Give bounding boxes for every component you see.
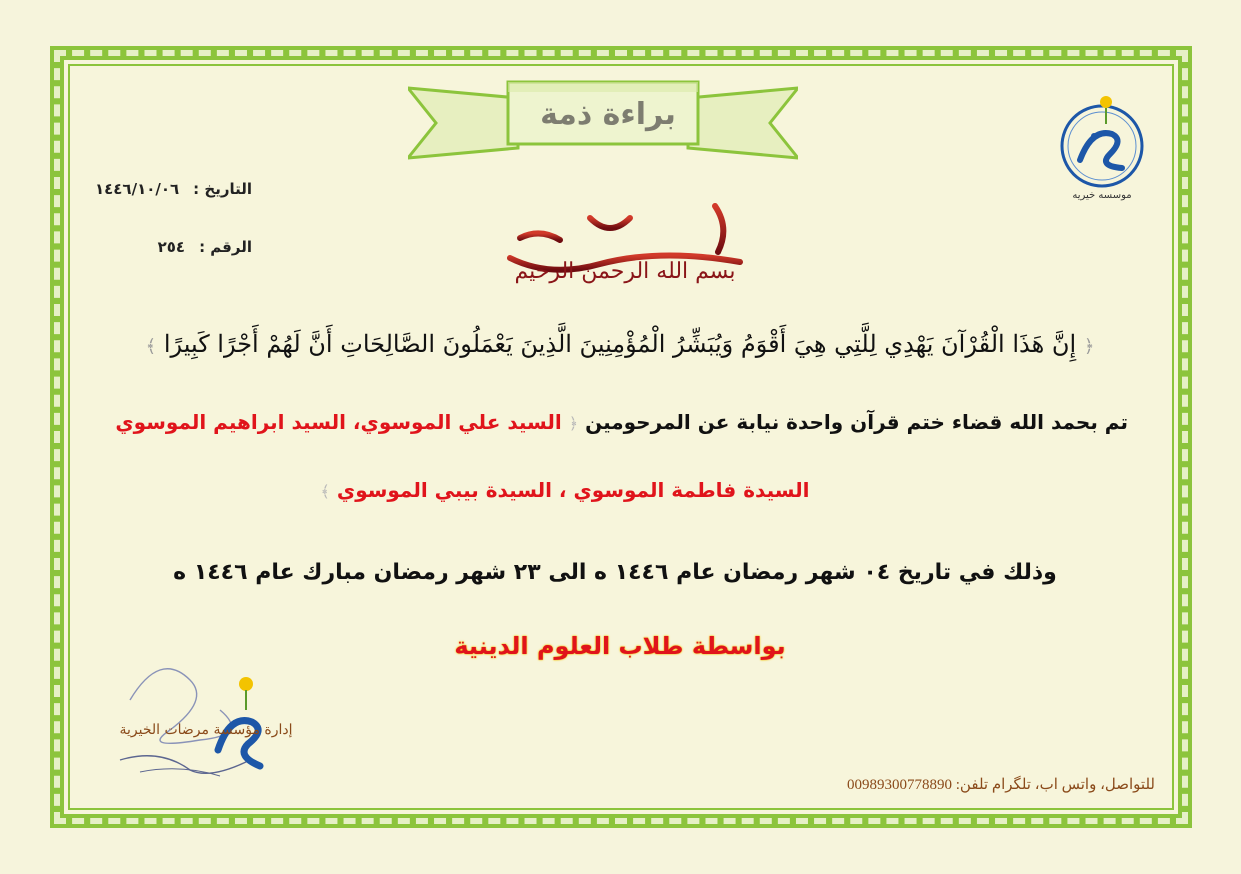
number-label: الرقم : [199, 238, 252, 256]
contact-line [740, 775, 1155, 794]
number-row [140, 238, 252, 256]
date-row [80, 180, 252, 198]
verse-text: إِنَّ هَذَا الْقُرْآنَ يَهْدِي لِلَّتِي هِيَ أَقْوَمُ وَيُبَشِّرُ الْمُؤْمِنِينَ الَّذِينَ يَعْمَلُونَ الصَّالِحَاتِ أَنَّ لَهُمْ أَجْرًا كَبِيرًا [163, 330, 1077, 358]
certificate-title: براءة ذمة [540, 96, 676, 132]
deceased-names-line1: السيد علي الموسوي، السيد ابراهيم الموسوي [115, 410, 562, 434]
number-value: ٢٥٤ [157, 238, 186, 256]
quran-verse [90, 330, 1150, 358]
administration-caption: إدارة مؤسسة مرضات الخيرية [119, 722, 293, 738]
svg-text:بسم الله الرحمن الرحيم: بسم الله الرحمن الرحيم [514, 259, 736, 284]
statement-prefix: تم بحمد الله قضاء ختم قرآن واحدة نيابة عن المرحومين [585, 410, 1128, 434]
performed-by: بواسطة طلاب العلوم الدينية [454, 632, 786, 660]
deceased-names-line2: السيدة فاطمة الموسوي ، السيدة بيبي الموسوي [336, 478, 810, 502]
verse-open-ornament: ﴿ [1083, 336, 1095, 357]
title-ribbon [408, 76, 798, 166]
contact-label: للتواصل، واتس اب، تلگرام تلفن: [955, 777, 1155, 793]
date-value: ١٤٤٦/١٠/٠٦ [94, 180, 180, 198]
statement-line [100, 410, 1128, 434]
verse-close-ornament: ﴾ [145, 336, 157, 357]
recitation-period: وذلك في تاريخ ٠٤ شهر رمضان عام ١٤٤٦ ه الى ٢٣ شهر رمضان مبارك عام ١٤٤٦ ه [173, 560, 1057, 585]
logo-caption: موسسه خیریه [1072, 190, 1132, 201]
contact-phone: 00989300778890 [847, 777, 953, 793]
names-close-ornament: ﴾ [320, 482, 330, 501]
date-label: التاريخ : [193, 180, 252, 198]
basmala-calligraphy [490, 178, 760, 288]
names-open-ornament: ﴿ [568, 414, 579, 433]
names-line [300, 478, 830, 502]
